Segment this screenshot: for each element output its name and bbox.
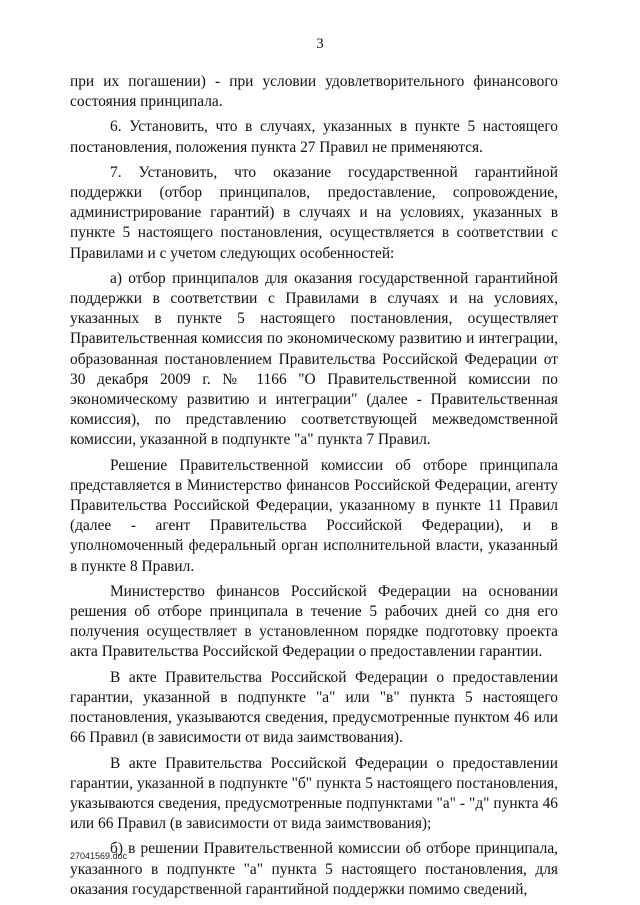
paragraph-ministry-finance: Министерство финансов Российской Федерации на основании решения об отборе принципала в течение 5 рабочих дней со дня его получения осуществляет в установленном порядке подготовку проекта акта Правительства Российской Федерации о предоставлении гарантии. (70, 582, 558, 661)
paragraph-act-guarantee-b: В акте Правительства Российской Федерации о предоставлении гарантии, указанной в подпункте "б" пункта 5 настоящего постановления, указываются сведения, предусмотренные подпунктами "а" - "д" пункта 46 или 66 Правил (в зависимости от вида заимствования); (70, 754, 558, 833)
paragraph-subitem-b: б) в решении Правительственной комиссии об отборе принципала, указанного в подпункте "а" пункта 5 настоящего постановления, для оказания государственной гарантийной поддержки помимо сведений, (70, 840, 558, 898)
paragraph-act-guarantee-a-v: В акте Правительства Российской Федерации о предоставлении гарантии, указанной в подпункте "а" или "в" пункта 5 настоящего постановления, указываются сведения, предусмотренные пунктом 46 или 66 Правил (в зависимости от вида заимствования). (70, 668, 558, 747)
document-body (70, 72, 558, 905)
footer-filename: 27041569.doc (70, 851, 128, 861)
paragraph-subitem-a: а) отбор принципалов для оказания государственной гарантийной поддержки в соответствии с Правилами в случаях и на условиях, указанных в пункте 5 настоящего постановления, осуществляет Правительственная комиссия по экономическому развитию и интеграции, образованная постановлением Правительства Российской Федерации от 30 декабря 2009 г. № 1166 "О Правительственной комиссии по экономическому развитию и интеграции" (далее - Правительственная комиссия), по представлению соответствующей межведомственной комиссии, указанной в подпункте "а" пункта 7 Правил. (70, 269, 558, 449)
paragraph-item-7: 7. Установить, что оказание государственной гарантийной поддержки (отбор принципалов, предоставление, сопровождение, администрирование гарантий) в случаях и на условиях, указанных в пункте 5 настоящего постановления, осуществляется в соответствии с Правилами и с учетом следующих особенностей: (70, 163, 558, 262)
paragraph-commission-decision: Решение Правительственной комиссии об отборе принципала представляется в Министерство финансов Российской Федерации, агенту Правительства Российской Федерации, указанному в пункте 11 Правил (далее - агент Правительства Российской Федерации), и в уполномоченный федеральный орган исполнительной власти, указанный в пункте 8 Правил. (70, 456, 558, 575)
paragraph-continuation: при их погашении) - при условии удовлетворительного финансового состояния принципала. (70, 73, 558, 111)
page-number: 3 (316, 36, 324, 52)
paragraph-item-6: 6. Установить, что в случаях, указанных в пункте 5 настоящего постановления, положения пункта 27 Правил не применяются. (70, 118, 558, 156)
